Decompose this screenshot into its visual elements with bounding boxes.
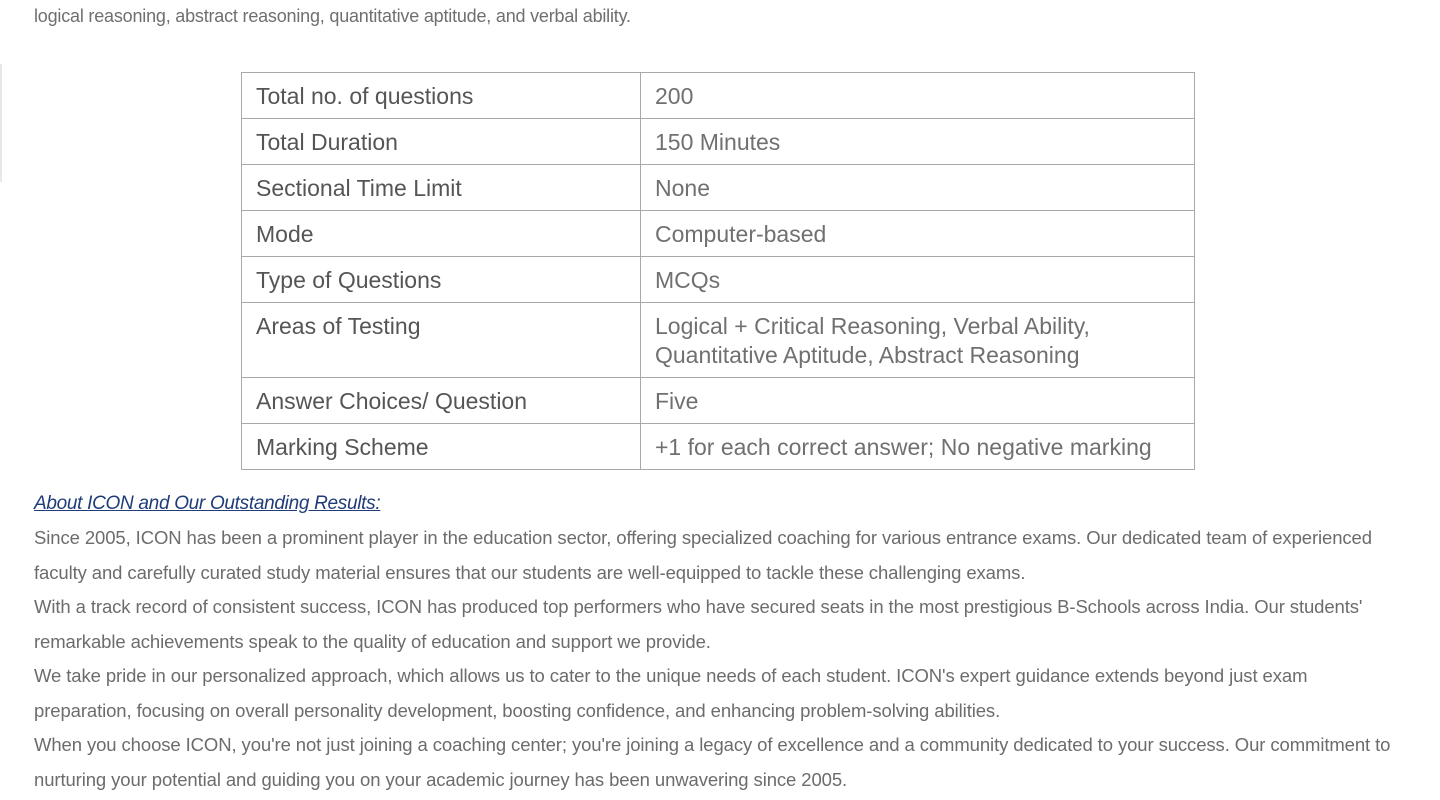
about-paragraph: With a track record of consistent success, ICON has produced top performers who have secured seats in the most prestigious B-Schools across India. Our students' remarkable achievements speak to the quality of education and support we provide.	[34, 596, 1363, 652]
table-cell-value: 200	[641, 73, 1195, 119]
about-paragraph: When you choose ICON, you're not just joining a coaching center; you're joining a legacy of excellence and a community dedicated to your success. Our commitment to nurturing your potential and guiding you on your academic journey has been unwavering since 2005.	[34, 734, 1391, 790]
table-cell-value: 150 Minutes	[641, 119, 1195, 165]
table-row	[242, 424, 1195, 470]
table-row	[242, 211, 1195, 257]
table-cell-value: +1 for each correct answer; No negative marking	[641, 424, 1195, 470]
about-paragraph: We take pride in our personalized approach, which allows us to cater to the unique needs of each student. ICON's expert guidance extends beyond just exam preparation, focusing on overall personality development, boosting confidence, and enhancing problem-solving abilities.	[34, 665, 1308, 721]
table-cell-label: Areas of Testing	[242, 303, 641, 378]
about-paragraph: Since 2005, ICON has been a prominent player in the education sector, offering specialized coaching for various entrance exams. Our dedicated team of experienced faculty and carefully curated study material ensures that our students are well-equipped to tackle these challenging exams.	[34, 527, 1372, 583]
exam-pattern-table	[241, 72, 1195, 470]
table-row	[242, 73, 1195, 119]
table-row	[242, 119, 1195, 165]
table-cell-value: Logical + Critical Reasoning, Verbal Ability, Quantitative Aptitude, Abstract Reasoning	[641, 303, 1195, 378]
table-cell-label: Marking Scheme	[242, 424, 641, 470]
table-cell-value: Five	[641, 378, 1195, 424]
table-cell-value: MCQs	[641, 257, 1195, 303]
intro-text: logical reasoning, abstract reasoning, quantitative aptitude, and verbal ability.	[34, 6, 631, 26]
table-cell-value: Computer-based	[641, 211, 1195, 257]
table-cell-label: Sectional Time Limit	[242, 165, 641, 211]
table-row	[242, 257, 1195, 303]
table-row	[242, 378, 1195, 424]
table-cell-label: Total Duration	[242, 119, 641, 165]
table-cell-label: Mode	[242, 211, 641, 257]
table-cell-value: None	[641, 165, 1195, 211]
table-row	[242, 303, 1195, 378]
left-edge-divider	[0, 64, 2, 182]
about-icon-heading-link[interactable]: About ICON and Our Outstanding Results:	[34, 493, 381, 514]
table-row	[242, 165, 1195, 211]
table-cell-label: Total no. of questions	[242, 73, 641, 119]
table-cell-label: Type of Questions	[242, 257, 641, 303]
table-cell-label: Answer Choices/ Question	[242, 378, 641, 424]
